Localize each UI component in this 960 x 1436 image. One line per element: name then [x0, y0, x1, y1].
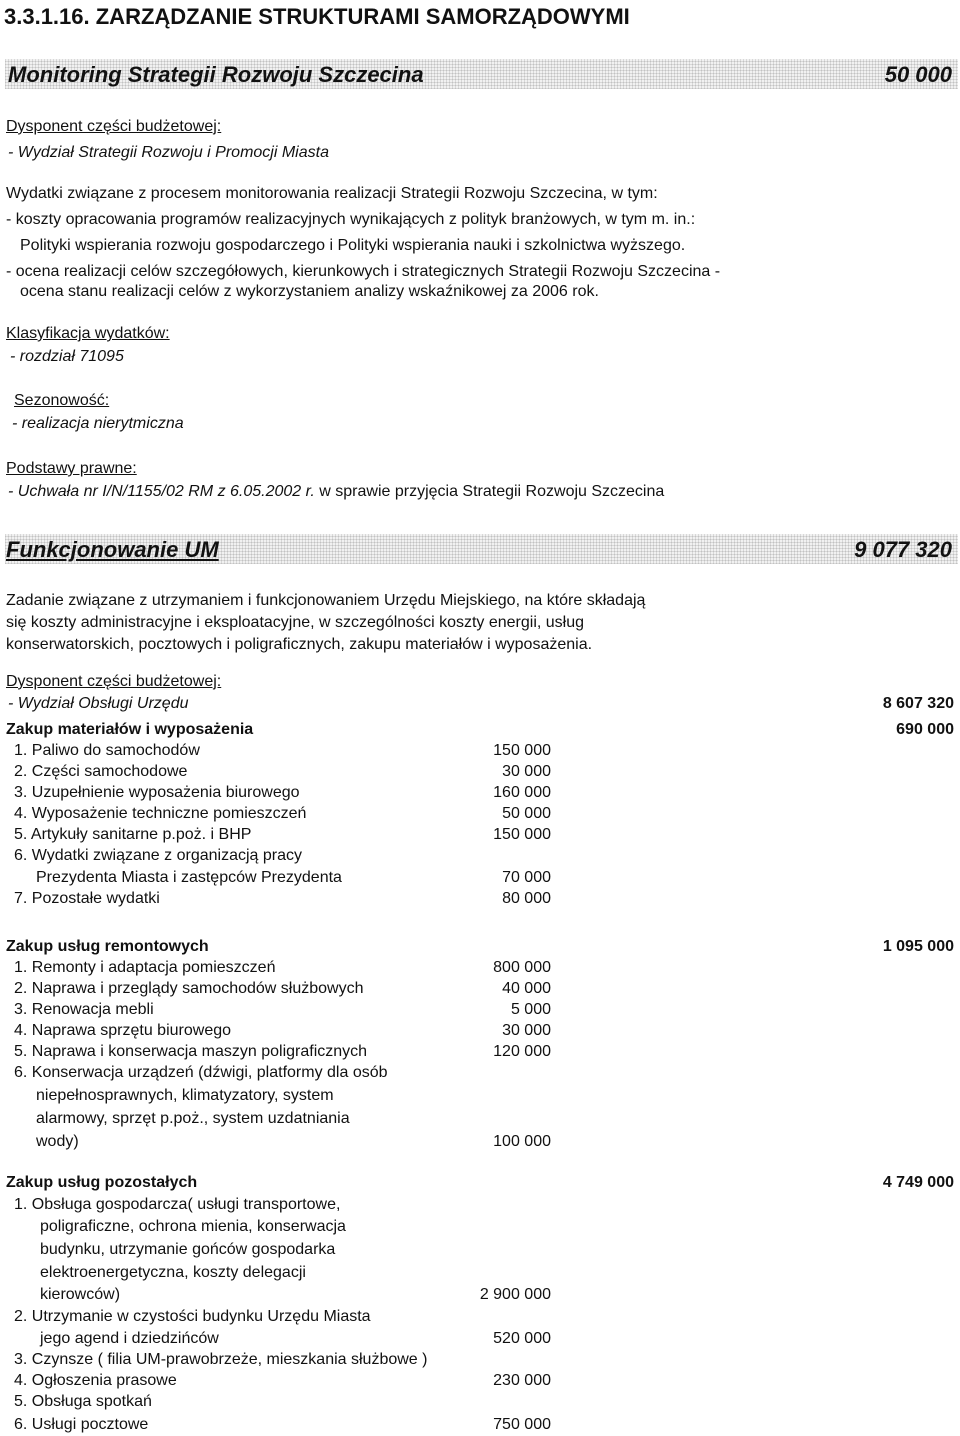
item-amount: 2 900 000 [479, 1286, 551, 1303]
list-item-cont: budynku, utrzymanie gońców gospodarka [40, 1241, 336, 1258]
group-amount: 690 000 [896, 721, 954, 738]
item-amount: 120 000 [493, 1043, 551, 1060]
podstawy-uchwala: - Uchwała nr I/N/1155/02 RM z 6.05.2002 r. [8, 483, 315, 500]
list-item-cont: wody) [36, 1133, 79, 1150]
item-amount: 40 000 [502, 980, 551, 997]
desc-line: - koszty opracowania programów realizacyjnych wynikających z polityk branżowych, w tym m. in.: [6, 211, 696, 228]
item-amount: 800 000 [493, 959, 551, 976]
item-amount: 50 000 [502, 805, 551, 822]
list-item: 5. Obsługa spotkań [14, 1393, 152, 1410]
list-item: 4. Naprawa sprzętu biurowego [14, 1022, 232, 1039]
item-amount: 80 000 [502, 890, 551, 907]
desc-line: Zadanie związane z utrzymaniem i funkcjonowaniem Urzędu Miejskiego, na które składają [6, 592, 646, 609]
item-amount: 150 000 [493, 826, 551, 843]
item-amount: 100 000 [493, 1133, 551, 1150]
list-item-cont: poligraficzne, ochrona mienia, konserwacja [40, 1218, 346, 1235]
section-title-funkcjonowanie: Funkcjonowanie UM [6, 537, 219, 562]
list-item: 7. Pozostałe wydatki [14, 890, 160, 907]
dysponent-value: - Wydział Strategii Rozwoju i Promocji Miasta [8, 144, 329, 161]
group-title: Zakup materiałów i wyposażenia [6, 721, 254, 738]
list-item: 5. Artykuły sanitarne p.poż. i BHP [14, 826, 252, 843]
desc-line: się koszty administracyjne i eksploatacyjne, w szczególności koszty energii, usług [6, 614, 585, 631]
desc-line: Polityki wspierania rozwoju gospodarczego i Polityki wspierania nauki i szkolnictwa wyższego. [20, 237, 686, 254]
item-amount: 150 000 [493, 742, 551, 759]
dysponent-label: Dysponent części budżetowej: [6, 118, 222, 135]
section-title-monitoring: Monitoring Strategii Rozwoju Szczecina [8, 62, 424, 87]
group-title: Zakup usług pozostałych [6, 1174, 198, 1191]
item-amount: 230 000 [493, 1372, 551, 1389]
list-item: 1. Obsługa gospodarcza( usługi transportowe, [14, 1196, 341, 1213]
klasyfikacja-value: - rozdział 71095 [10, 348, 124, 365]
desc-line: Wydatki związane z procesem monitorowania realizacji Strategii Rozwoju Szczecina, w tym: [6, 185, 658, 202]
list-item: 3. Uzupełnienie wyposażenia biurowego [14, 784, 300, 801]
desc-line: konserwatorskich, pocztowych i poligraficznych, zakupu materiałów i wyposażenia. [6, 636, 593, 653]
klasyfikacja-label: Klasyfikacja wydatków: [6, 325, 170, 342]
dysponent-amount-2: 8 607 320 [882, 695, 954, 712]
list-item: 3. Czynsze ( filia UM-prawobrzeże, mieszkania służbowe ) [14, 1351, 428, 1368]
podstawy-value [8, 483, 664, 501]
desc-line: - ocena realizacji celów szczegółowych, kierunkowych i strategicznych Strategii Rozwoju Szczecina - [6, 263, 721, 280]
item-amount: 30 000 [502, 1022, 551, 1039]
list-item: 2. Części samochodowe [14, 763, 188, 780]
group-title: Zakup usług remontowych [6, 938, 209, 955]
group-amount: 1 095 000 [882, 938, 954, 955]
list-item-cont: kierowców) [40, 1286, 121, 1303]
section-amount-funkcjonowanie: 9 077 320 [854, 537, 952, 562]
list-item-cont: elektroenergetyczna, koszty delegacji [40, 1264, 306, 1281]
list-item-cont: jego agend i dziedzińców [40, 1330, 219, 1347]
sezonowosc-label: Sezonowość: [14, 392, 110, 409]
item-amount: 30 000 [502, 763, 551, 780]
item-amount: 5 000 [510, 1001, 551, 1018]
list-item: 5. Naprawa i konserwacja maszyn poligraficznych [14, 1043, 368, 1060]
list-item: 1. Paliwo do samochodów [14, 742, 200, 759]
list-item-cont: alarmowy, sprzęt p.poż., system uzdatniania [36, 1110, 350, 1127]
section-amount-monitoring: 50 000 [884, 62, 952, 87]
list-item: 6. Wydatki związane z organizacją pracy [14, 847, 302, 864]
list-item: 4. Wyposażenie techniczne pomieszczeń [14, 805, 307, 822]
item-amount: 70 000 [502, 869, 551, 886]
dysponent-label-2: Dysponent części budżetowej: [6, 673, 222, 690]
group-amount: 4 749 000 [882, 1174, 954, 1191]
podstawy-label: Podstawy prawne: [6, 460, 137, 477]
item-amount: 160 000 [493, 784, 551, 801]
sezonowosc-value: - realizacja nierytmiczna [12, 415, 184, 432]
item-amount: 750 000 [493, 1416, 551, 1433]
desc-line: ocena stanu realizacji celów z wykorzystaniem analizy wskaźnikowej za 2006 rok. [20, 283, 599, 300]
list-item-cont: niepełnosprawnych, klimatyzatory, system [36, 1087, 334, 1104]
list-item: 4. Ogłoszenia prasowe [14, 1372, 177, 1389]
list-item: 3. Renowacja mebli [14, 1001, 154, 1018]
list-item: 2. Utrzymanie w czystości budynku Urzędu Miasta [14, 1308, 371, 1325]
list-item: 6. Usługi pocztowe [14, 1416, 149, 1433]
dysponent-value-2: - Wydział Obsługi Urzędu [8, 695, 189, 712]
podstawy-opis: w sprawie przyjęcia Strategii Rozwoju Szczecina [314, 483, 665, 500]
list-item: 1. Remonty i adaptacja pomieszczeń [14, 959, 276, 976]
list-item: 2. Naprawa i przeglądy samochodów służbowych [14, 980, 364, 997]
item-amount: 520 000 [493, 1330, 551, 1347]
list-item-cont: Prezydenta Miasta i zastępców Prezydenta [36, 869, 342, 886]
list-item: 6. Konserwacja urządzeń (dźwigi, platformy dla osób [14, 1064, 388, 1081]
page-heading: 3.3.1.16. ZARZĄDZANIE STRUKTURAMI SAMORZĄDOWYMI [4, 4, 630, 29]
